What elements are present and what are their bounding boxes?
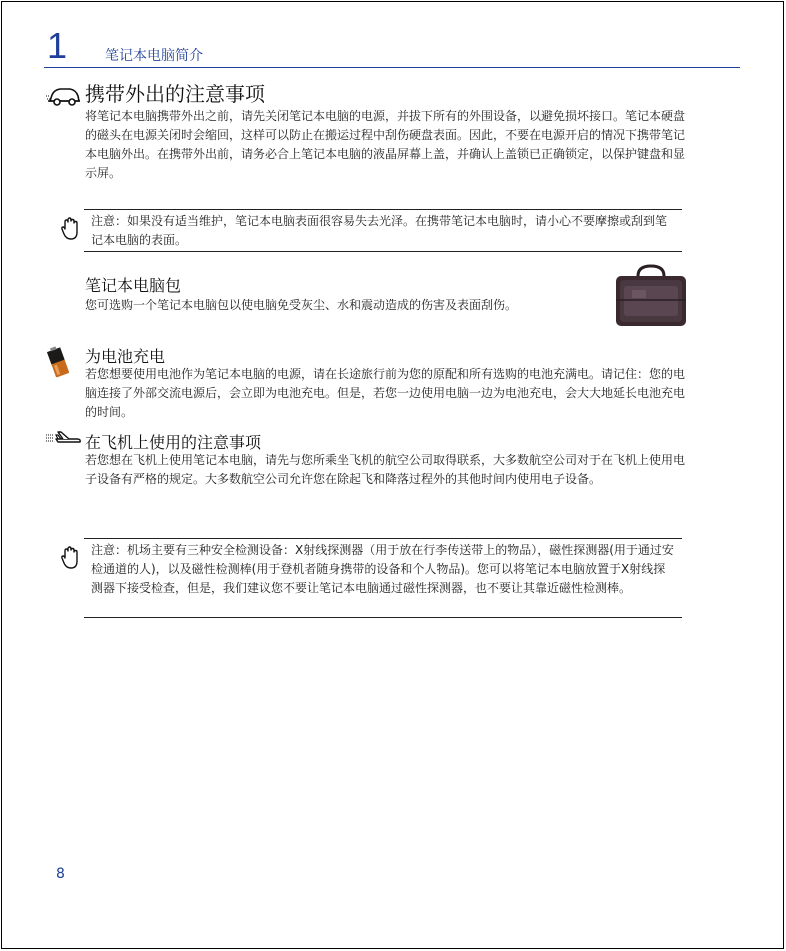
- airplane-icon: [46, 429, 82, 447]
- section-body-travel: 将笔记本电脑携带外出之前，请先关闭笔记本电脑的电源，并拔下所有的外围设备，以避免损坏接口。笔记本硬盘的磁头在电源关闭时会缩回，这样可以防止在搬运过程中刮伤硬盘表面。因此，不要在电源开启的情况下携带笔记本电脑外出。在携带外出前，请务必合上笔记本电脑的液晶屏幕上盖，并确认上盖锁已正确锁定，以保护键盘和显示屏。: [85, 109, 686, 180]
- note-text-2: 注意：机场主要有三种安全检测设备：X射线探测器（用于放在行李传送带上的物品），磁性探测器(用于通过安检通道的人)，以及磁性检测棒(用于登机者随身携带的设备和个人物品)。您可以将笔记本电脑放置于X射线探测器下接受检查，但是，我们建议您不要让笔记本电脑通过磁性探测器，也不要让其靠近磁性检测棒。: [91, 543, 674, 595]
- battery-icon: [45, 346, 71, 378]
- page-number: 8: [56, 866, 65, 882]
- section-body-battery: 若您想要使用电池作为笔记本电脑的电源，请在长途旅行前为您的原配和所有选购的电池充满电。请记住：您的电脑连接了外部交流电源后，会立即为电池充电。但是，若您一边使用电脑一边为电池充电，会大大地延长电池充电的时间。: [85, 367, 686, 419]
- chapter-title: 笔记本电脑简介: [105, 48, 203, 64]
- hand-note-icon: [61, 546, 79, 570]
- section-title-bag: 笔记本电脑包: [85, 276, 182, 295]
- note-box-1: [84, 209, 682, 252]
- section-title-airplane: 在飞机上使用的注意事项: [85, 433, 262, 452]
- laptop-bag-image: [612, 264, 690, 330]
- section-body-airplane: 若您想在飞机上使用笔记本电脑，请先与您所乘坐飞机的航空公司取得联系，大多数航空公司对于在飞机上使用电子设备有严格的规定。大多数航空公司允许您在除起飞和降落过程外的其他时间内使用电子设备。: [85, 453, 686, 486]
- note-box-2: [84, 538, 682, 618]
- section-title-battery: 为电池充电: [85, 347, 166, 366]
- car-icon: [46, 86, 82, 108]
- chapter-number: 1: [47, 25, 68, 66]
- section-title-travel: 携带外出的注意事项: [85, 82, 265, 106]
- note-text-1: 注意：如果没有适当维护，笔记本电脑表面很容易失去光泽。在携带笔记本电脑时，请小心不要摩擦或刮到笔记本电脑的表面。: [91, 214, 668, 247]
- section-body-bag: 您可选购一个笔记本电脑包以使电脑免受灰尘、水和震动造成的伤害及表面刮伤。: [85, 298, 518, 312]
- header-rule: [44, 67, 740, 68]
- hand-note-icon: [61, 217, 79, 241]
